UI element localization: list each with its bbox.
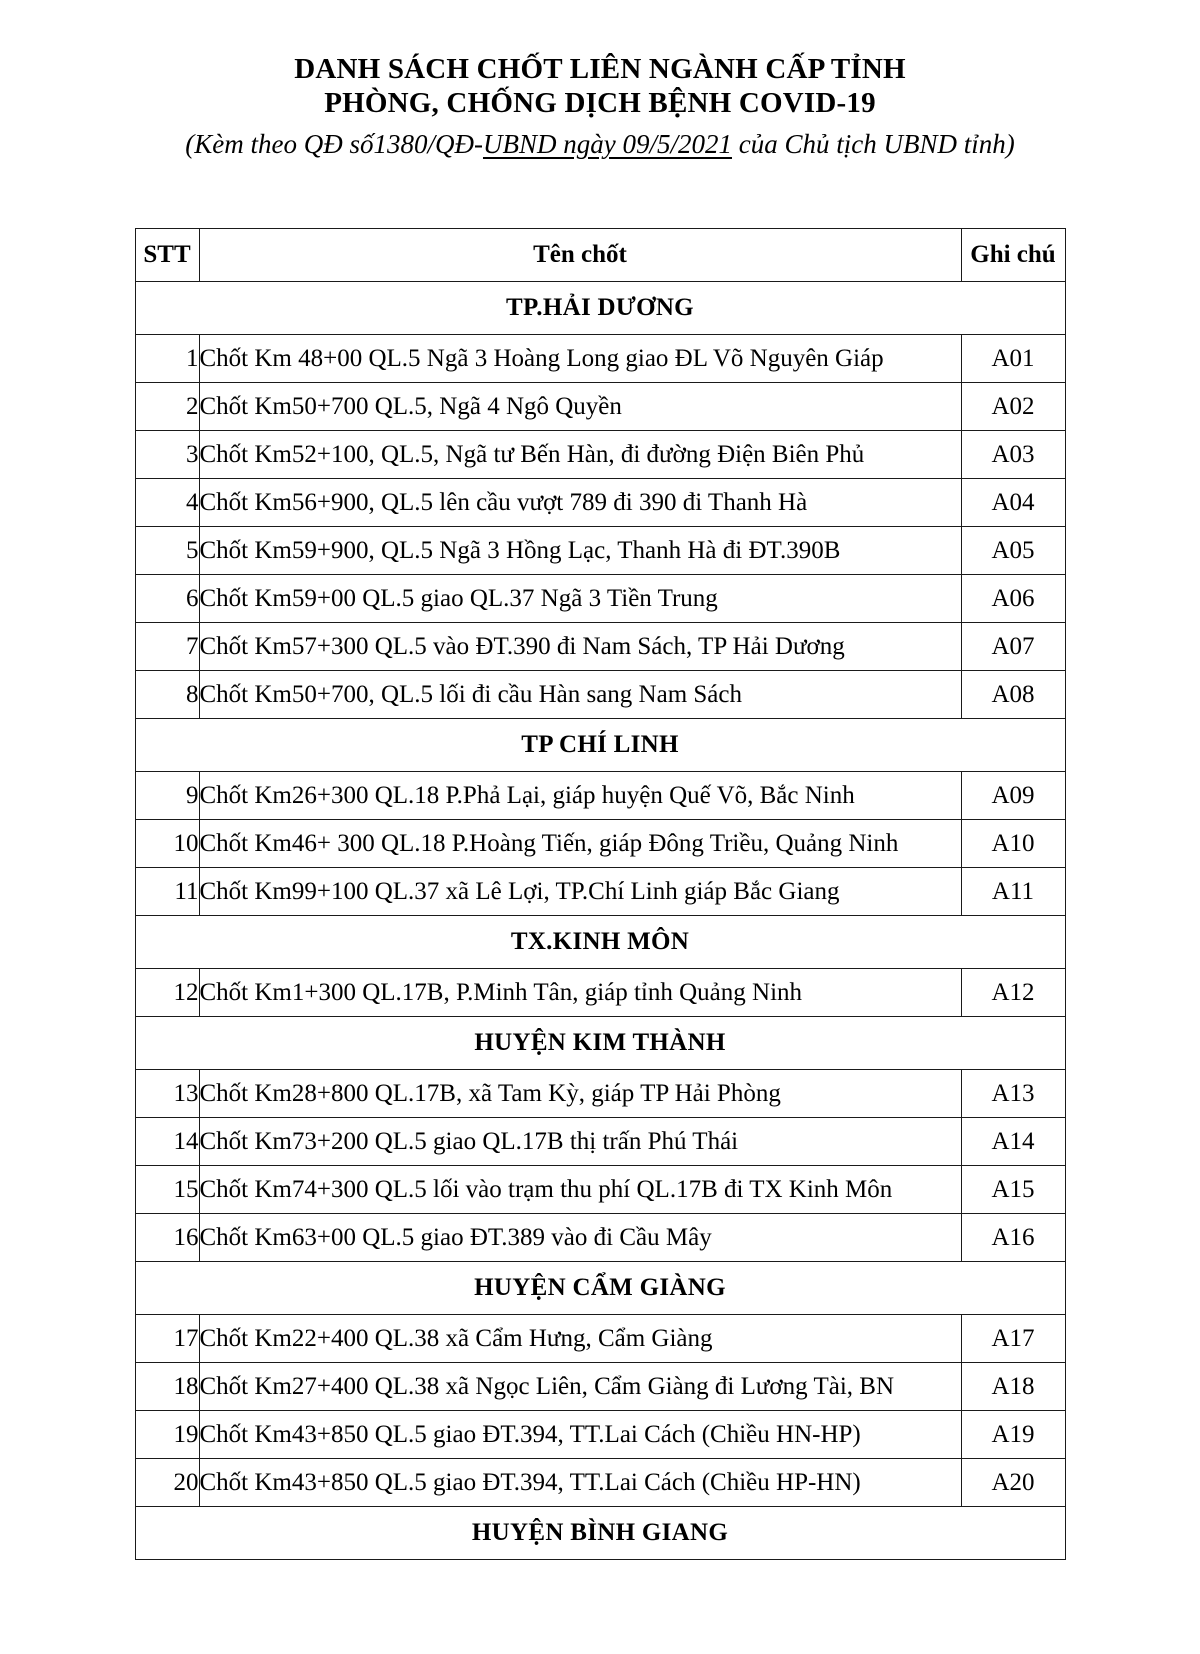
cell-checkpoint-name: Chốt Km28+800 QL.17B, xã Tam Kỳ, giáp TP Hải Phòng <box>199 1070 961 1118</box>
table-row <box>135 969 1065 1017</box>
cell-note-code: A08 <box>961 671 1065 719</box>
section-header-row <box>135 1507 1065 1560</box>
cell-checkpoint-name: Chốt Km57+300 QL.5 vào ĐT.390 đi Nam Sách, TP Hải Dương <box>199 623 961 671</box>
cell-checkpoint-name: Chốt Km1+300 QL.17B, P.Minh Tân, giáp tỉnh Quảng Ninh <box>199 969 961 1017</box>
cell-checkpoint-name: Chốt Km59+00 QL.5 giao QL.37 Ngã 3 Tiền Trung <box>199 575 961 623</box>
document-title-line-1: DANH SÁCH CHỐT LIÊN NGÀNH CẤP TỈNH <box>294 53 906 85</box>
cell-note-code: A15 <box>961 1166 1065 1214</box>
cell-stt: 11 <box>135 868 199 916</box>
cell-note-code: A16 <box>961 1214 1065 1262</box>
subtitle-suffix: của Chủ tịch UBND tỉnh) <box>731 129 1015 159</box>
cell-note-code: A05 <box>961 527 1065 575</box>
section-header-row <box>135 719 1065 772</box>
cell-stt: 20 <box>135 1459 199 1507</box>
section-header-label: HUYỆN BÌNH GIANG <box>135 1507 1065 1560</box>
subtitle-prefix: (Kèm theo QĐ số1380/QĐ- <box>185 129 483 159</box>
section-header-label: TX.KINH MÔN <box>135 916 1065 969</box>
column-header-name: Tên chốt <box>199 229 961 282</box>
cell-stt: 3 <box>135 431 199 479</box>
cell-stt: 4 <box>135 479 199 527</box>
cell-checkpoint-name: Chốt Km52+100, QL.5, Ngã tư Bến Hàn, đi đường Điện Biên Phủ <box>199 431 961 479</box>
cell-checkpoint-name: Chốt Km99+100 QL.37 xã Lê Lợi, TP.Chí Linh giáp Bắc Giang <box>199 868 961 916</box>
cell-note-code: A01 <box>961 335 1065 383</box>
table-row <box>135 335 1065 383</box>
table-row <box>135 1166 1065 1214</box>
checkpoint-table <box>135 228 1066 1560</box>
table-row <box>135 820 1065 868</box>
cell-note-code: A12 <box>961 969 1065 1017</box>
section-header-label: HUYỆN CẨM GIÀNG <box>135 1262 1065 1315</box>
cell-stt: 19 <box>135 1411 199 1459</box>
section-header-row <box>135 1262 1065 1315</box>
cell-note-code: A11 <box>961 868 1065 916</box>
cell-stt: 18 <box>135 1363 199 1411</box>
table-row <box>135 1118 1065 1166</box>
table-row <box>135 1363 1065 1411</box>
cell-note-code: A07 <box>961 623 1065 671</box>
cell-stt: 8 <box>135 671 199 719</box>
cell-stt: 14 <box>135 1118 199 1166</box>
cell-stt: 7 <box>135 623 199 671</box>
table-row <box>135 772 1065 820</box>
cell-note-code: A04 <box>961 479 1065 527</box>
cell-checkpoint-name: Chốt Km46+ 300 QL.18 P.Hoàng Tiến, giáp Đông Triều, Quảng Ninh <box>199 820 961 868</box>
cell-note-code: A14 <box>961 1118 1065 1166</box>
cell-stt: 17 <box>135 1315 199 1363</box>
table-row <box>135 479 1065 527</box>
table-head <box>135 229 1065 282</box>
section-header-label: HUYỆN KIM THÀNH <box>135 1017 1065 1070</box>
cell-checkpoint-name: Chốt Km 48+00 QL.5 Ngã 3 Hoàng Long giao ĐL Võ Nguyên Giáp <box>199 335 961 383</box>
cell-note-code: A20 <box>961 1459 1065 1507</box>
cell-note-code: A03 <box>961 431 1065 479</box>
table-row <box>135 1315 1065 1363</box>
table-container <box>0 228 1200 1560</box>
cell-stt: 13 <box>135 1070 199 1118</box>
subtitle-underlined-decision-ref: UBND ngày 09/5/2021 <box>482 129 732 159</box>
column-header-note: Ghi chú <box>961 229 1065 282</box>
table-row <box>135 1411 1065 1459</box>
cell-note-code: A18 <box>961 1363 1065 1411</box>
section-header-label: TP CHÍ LINH <box>135 719 1065 772</box>
cell-checkpoint-name: Chốt Km50+700 QL.5, Ngã 4 Ngô Quyền <box>199 383 961 431</box>
cell-checkpoint-name: Chốt Km63+00 QL.5 giao ĐT.389 vào đi Cầu Mây <box>199 1214 961 1262</box>
table-row <box>135 1214 1065 1262</box>
section-header-row <box>135 1017 1065 1070</box>
column-header-stt: STT <box>135 229 199 282</box>
cell-checkpoint-name: Chốt Km74+300 QL.5 lối vào trạm thu phí QL.17B đi TX Kinh Môn <box>199 1166 961 1214</box>
cell-checkpoint-name: Chốt Km26+300 QL.18 P.Phả Lại, giáp huyện Quế Võ, Bắc Ninh <box>199 772 961 820</box>
cell-stt: 2 <box>135 383 199 431</box>
table-header-row <box>135 229 1065 282</box>
table-row <box>135 527 1065 575</box>
cell-note-code: A09 <box>961 772 1065 820</box>
cell-checkpoint-name: Chốt Km59+900, QL.5 Ngã 3 Hồng Lạc, Thanh Hà đi ĐT.390B <box>199 527 961 575</box>
cell-stt: 15 <box>135 1166 199 1214</box>
table-row <box>135 383 1065 431</box>
cell-checkpoint-name: Chốt Km50+700, QL.5 lối đi cầu Hàn sang Nam Sách <box>199 671 961 719</box>
cell-stt: 5 <box>135 527 199 575</box>
table-row <box>135 1459 1065 1507</box>
cell-checkpoint-name: Chốt Km27+400 QL.38 xã Ngọc Liên, Cẩm Giàng đi Lương Tài, BN <box>199 1363 961 1411</box>
document-header <box>0 0 1200 162</box>
table-body <box>135 282 1065 1560</box>
cell-stt: 9 <box>135 772 199 820</box>
cell-note-code: A10 <box>961 820 1065 868</box>
document-title-line-2: PHÒNG, CHỐNG DỊCH BỆNH COVID-19 <box>324 87 876 119</box>
table-row <box>135 868 1065 916</box>
cell-stt: 1 <box>135 335 199 383</box>
cell-checkpoint-name: Chốt Km43+850 QL.5 giao ĐT.394, TT.Lai Cách (Chiều HP-HN) <box>199 1459 961 1507</box>
cell-checkpoint-name: Chốt Km56+900, QL.5 lên cầu vượt 789 đi 390 đi Thanh Hà <box>199 479 961 527</box>
cell-stt: 12 <box>135 969 199 1017</box>
section-header-row <box>135 282 1065 335</box>
document-subtitle <box>0 126 1200 162</box>
cell-note-code: A02 <box>961 383 1065 431</box>
cell-stt: 10 <box>135 820 199 868</box>
cell-note-code: A19 <box>961 1411 1065 1459</box>
cell-checkpoint-name: Chốt Km22+400 QL.38 xã Cẩm Hưng, Cẩm Giàng <box>199 1315 961 1363</box>
cell-note-code: A13 <box>961 1070 1065 1118</box>
table-row <box>135 575 1065 623</box>
cell-note-code: A17 <box>961 1315 1065 1363</box>
cell-checkpoint-name: Chốt Km43+850 QL.5 giao ĐT.394, TT.Lai Cách (Chiều HN-HP) <box>199 1411 961 1459</box>
cell-stt: 6 <box>135 575 199 623</box>
table-row <box>135 431 1065 479</box>
table-row <box>135 623 1065 671</box>
cell-note-code: A06 <box>961 575 1065 623</box>
table-row <box>135 671 1065 719</box>
cell-stt: 16 <box>135 1214 199 1262</box>
section-header-row <box>135 916 1065 969</box>
section-header-label: TP.HẢI DƯƠNG <box>135 282 1065 335</box>
cell-checkpoint-name: Chốt Km73+200 QL.5 giao QL.17B thị trấn Phú Thái <box>199 1118 961 1166</box>
table-row <box>135 1070 1065 1118</box>
